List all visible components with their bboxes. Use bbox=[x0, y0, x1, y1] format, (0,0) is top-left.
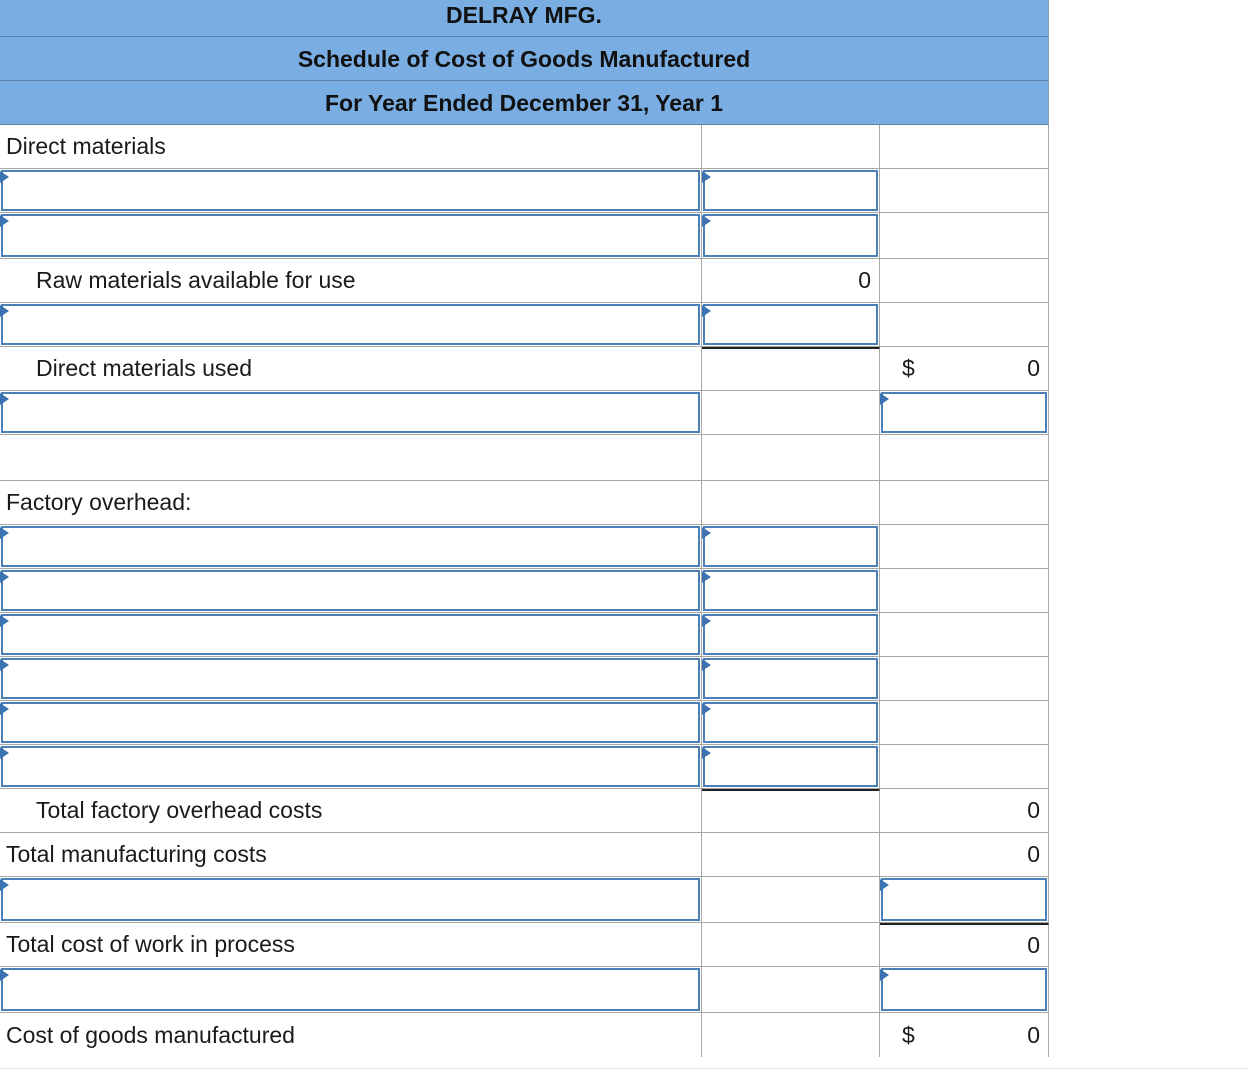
row-factory-overhead bbox=[0, 481, 1049, 525]
row-overhead-input-2 bbox=[0, 569, 1049, 613]
total-overhead-value: 0 bbox=[880, 789, 1049, 832]
direct-materials-label: Direct materials bbox=[0, 125, 702, 168]
schedule-title: Schedule of Cost of Goods Manufactured bbox=[0, 37, 1049, 81]
raw-available-value: 0 bbox=[702, 259, 880, 302]
row-wip-end-input bbox=[0, 967, 1049, 1013]
dm-line3-amount-input[interactable] bbox=[703, 304, 878, 345]
total-wip-label: Total cost of work in process bbox=[0, 923, 702, 966]
cogm-label: Cost of goods manufactured bbox=[0, 1013, 702, 1057]
row-total-mfg bbox=[0, 833, 1049, 877]
oh5-amount-input[interactable] bbox=[703, 702, 878, 743]
row-total-overhead bbox=[0, 789, 1049, 833]
wip-begin-label-input[interactable] bbox=[1, 878, 700, 921]
row-dm-input-1 bbox=[0, 169, 1049, 213]
dm-line3-label-input[interactable] bbox=[1, 304, 700, 345]
wip-begin-amount-input[interactable] bbox=[881, 878, 1047, 921]
oh3-amount-input[interactable] bbox=[703, 614, 878, 655]
oh6-amount-input[interactable] bbox=[703, 746, 878, 787]
total-mfg-label: Total manufacturing costs bbox=[0, 833, 702, 876]
schedule-period: For Year Ended December 31, Year 1 bbox=[0, 81, 1049, 125]
total-wip-value: 0 bbox=[880, 923, 1049, 966]
oh2-amount-input[interactable] bbox=[703, 570, 878, 611]
row-dm-used bbox=[0, 347, 1049, 391]
wip-end-amount-input[interactable] bbox=[881, 968, 1047, 1011]
cogm-currency: $ bbox=[902, 1021, 915, 1048]
row-total-wip bbox=[0, 923, 1049, 967]
row-dm-input-2 bbox=[0, 213, 1049, 259]
oh4-amount-input[interactable] bbox=[703, 658, 878, 699]
dm-line1-label-input[interactable] bbox=[1, 170, 700, 211]
row-blank bbox=[0, 435, 1049, 481]
oh1-label-input[interactable] bbox=[1, 526, 700, 567]
dm-used-value: 0 bbox=[1027, 355, 1040, 381]
oh6-label-input[interactable] bbox=[1, 746, 700, 787]
row-cogm bbox=[0, 1013, 1049, 1057]
raw-available-label: Raw materials available for use bbox=[0, 259, 702, 302]
factory-overhead-label: Factory overhead: bbox=[0, 481, 702, 524]
oh5-label-input[interactable] bbox=[1, 702, 700, 743]
row-wip-begin-input bbox=[0, 877, 1049, 923]
row-raw-available bbox=[0, 259, 1049, 303]
dm-line2-label-input[interactable] bbox=[1, 214, 700, 257]
row-overhead-input-4 bbox=[0, 657, 1049, 701]
dm-used-currency: $ bbox=[902, 355, 915, 381]
dl-amount-input[interactable] bbox=[881, 392, 1047, 433]
row-direct-materials bbox=[0, 125, 1049, 169]
total-overhead-label: Total factory overhead costs bbox=[0, 789, 702, 832]
dm-used-label: Direct materials used bbox=[0, 347, 702, 390]
company-name: DELRAY MFG. bbox=[0, 0, 1049, 37]
oh3-label-input[interactable] bbox=[1, 614, 700, 655]
page-bottom-divider bbox=[0, 1068, 1248, 1069]
row-dm-input-3 bbox=[0, 303, 1049, 347]
dm-line1-amount-input[interactable] bbox=[703, 170, 878, 211]
oh4-label-input[interactable] bbox=[1, 658, 700, 699]
row-overhead-input-1 bbox=[0, 525, 1049, 569]
row-overhead-input-3 bbox=[0, 613, 1049, 657]
row-overhead-input-5 bbox=[0, 701, 1049, 745]
total-mfg-value: 0 bbox=[880, 833, 1049, 876]
dl-label-input[interactable] bbox=[1, 392, 700, 433]
row-overhead-input-6 bbox=[0, 745, 1049, 789]
row-direct-labor-input bbox=[0, 391, 1049, 435]
oh1-amount-input[interactable] bbox=[703, 526, 878, 567]
dm-line2-amount-input[interactable] bbox=[703, 214, 878, 257]
cogm-value: 0 bbox=[1027, 1021, 1040, 1048]
oh2-label-input[interactable] bbox=[1, 570, 700, 611]
wip-end-label-input[interactable] bbox=[1, 968, 700, 1011]
